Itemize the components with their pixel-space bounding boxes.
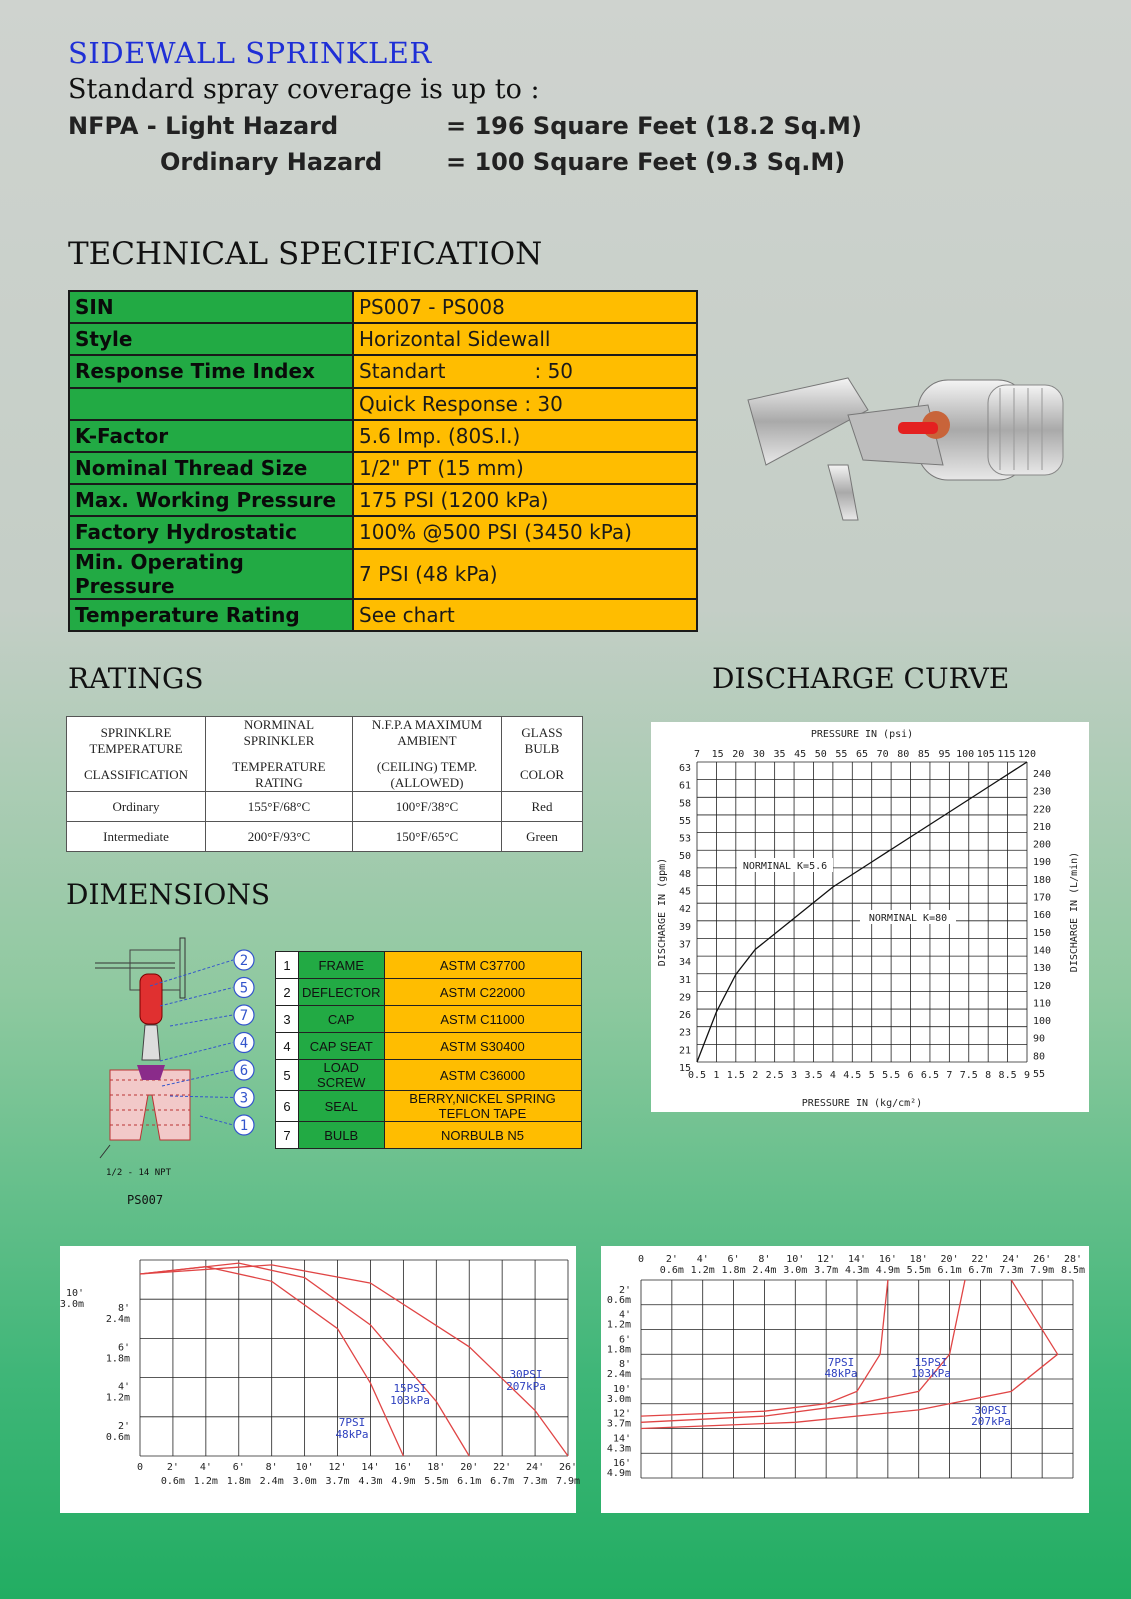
x-tick-label: 1: [713, 1070, 720, 1081]
y-tick-label: 1.8m: [105, 1353, 130, 1365]
y2-tick-label: 180: [1033, 874, 1052, 886]
series-label: 30PSI: [974, 1404, 1008, 1417]
parts-material: ASTM S30400: [384, 1033, 581, 1060]
parts-part: FRAME: [299, 952, 385, 979]
series-label: 15PSI: [393, 1382, 427, 1395]
top-tick-label: 15: [711, 749, 724, 760]
parts-part: BULB: [299, 1122, 385, 1149]
spec-value: Standart : 50: [353, 355, 697, 387]
spec-row: [69, 323, 697, 355]
callout-lines: [140, 946, 270, 1146]
spec-value: 1/2" PT (15 mm): [353, 452, 697, 484]
spec-key: Max. Working Pressure: [69, 484, 353, 516]
top-tick-label: 50: [814, 749, 827, 760]
y-tick-label: 10': [612, 1383, 631, 1395]
y-tick-label: 2.4m: [606, 1369, 631, 1380]
y2-tick-label: 110: [1033, 998, 1052, 1010]
x-tick-label: 4: [829, 1070, 836, 1081]
parts-n: 7: [276, 1122, 299, 1149]
parts-material: ASTM C36000: [384, 1060, 581, 1091]
x-tick-label: 24': [526, 1462, 545, 1473]
x-tick-label: 0: [637, 1254, 645, 1265]
annotation-label: NORMINAL K=5.6: [742, 861, 828, 872]
spec-row: [69, 420, 697, 452]
x-tick-label: 4.3m: [358, 1476, 383, 1487]
x-tick-label: 16': [394, 1462, 413, 1473]
parts-n: 3: [276, 1006, 299, 1033]
model-label: PS007: [127, 1193, 164, 1207]
x-tick-label: 24': [1002, 1254, 1021, 1265]
y-axis-label: DISCHARGE IN (gpm): [657, 857, 668, 967]
spec-key: K-Factor: [69, 420, 353, 452]
y-tick-label: 10': [65, 1288, 84, 1299]
x-tick-label: 8.5m: [1060, 1265, 1086, 1276]
y-tick-label: 15: [678, 1063, 691, 1074]
spray-pattern-side-chart: [59, 1246, 581, 1513]
x-tick-label: 0.6m: [659, 1265, 684, 1276]
x-tick-label: 1.2m: [690, 1265, 715, 1276]
x-tick-label: 1.2m: [193, 1476, 218, 1487]
spec-key: Style: [69, 323, 353, 355]
spec-value: PS007 - PS008: [353, 291, 697, 323]
discharge-curve-chart: [651, 722, 1089, 1112]
top-tick-label: 80: [897, 749, 910, 760]
spec-value: 175 PSI (1200 kPa): [353, 484, 697, 516]
spray-pattern-plan-chart: [601, 1246, 1089, 1513]
x-tick-label: 7.3m: [999, 1265, 1024, 1276]
y-tick-label: 4': [618, 1309, 631, 1321]
y2-tick-label: 120: [1033, 980, 1052, 992]
x-tick-label: 10': [295, 1462, 314, 1473]
spec-row: [69, 355, 697, 387]
spec-value: Horizontal Sidewall: [353, 323, 697, 355]
x-tick-label: 8': [758, 1254, 771, 1265]
x-tick-label: 3.0m: [783, 1265, 808, 1276]
spec-key: SIN: [69, 291, 353, 323]
x-tick-label: 5.5: [882, 1070, 901, 1081]
coverage-value-light: = 196 Square Feet (18.2 Sq.M): [446, 112, 862, 140]
parts-n: 4: [276, 1033, 299, 1060]
y-tick-label: 0.6m: [606, 1294, 631, 1306]
x-tick-label: 6: [907, 1070, 914, 1081]
parts-material: BERRY,NICKEL SPRING TEFLON TAPE: [384, 1091, 581, 1122]
x-tick-label: 6.5: [920, 1070, 939, 1081]
parts-n: 2: [276, 979, 299, 1006]
discharge-heading: DISCHARGE CURVE: [712, 662, 1010, 695]
callout-number: 1: [239, 1118, 249, 1134]
parts-part: CAP: [299, 1006, 385, 1033]
dimensions-heading: DIMENSIONS: [66, 878, 270, 911]
top-tick-label: 7: [693, 749, 701, 760]
ratings-heading: RATINGS: [68, 662, 204, 695]
y-tick-label: 48: [678, 868, 691, 880]
y-tick-label: 2.4m: [105, 1314, 130, 1326]
parts-row: [276, 1091, 582, 1122]
x-tick-label: 7.9m: [1030, 1265, 1055, 1276]
tech-spec-heading: TECHNICAL SPECIFICATION: [68, 236, 543, 272]
callout-number: 4: [239, 1035, 249, 1052]
y-tick-label: 26: [678, 1010, 691, 1022]
y-tick-label: 8': [117, 1303, 130, 1315]
y2-tick-label: 130: [1033, 963, 1052, 975]
spec-table: [68, 290, 698, 632]
x-tick-label: 8': [265, 1462, 278, 1473]
x-tick-label: 5: [868, 1070, 875, 1081]
y2-tick-label: 190: [1033, 857, 1052, 869]
x-tick-label: 6': [727, 1254, 740, 1265]
y-tick-label: 58: [678, 798, 691, 810]
parts-row: [276, 952, 582, 979]
x-tick-label: 10': [786, 1254, 805, 1265]
x-tick-label: 7: [946, 1070, 953, 1081]
series-label: 30PSI: [509, 1368, 543, 1381]
sprinkler-photo: [748, 370, 1078, 540]
spec-key: Temperature Rating: [69, 599, 353, 631]
ratings-table: [66, 716, 583, 852]
y-tick-label: 6': [618, 1334, 631, 1346]
top-tick-label: 20: [732, 749, 745, 760]
y-tick-label: 29: [678, 992, 691, 1004]
y-tick-label: 53: [678, 833, 691, 845]
spec-key: Factory Hydrostatic: [69, 516, 353, 548]
series-label: 207kPa: [971, 1415, 1011, 1428]
series-label: 48kPa: [824, 1367, 858, 1380]
x-tick-label: 0.5: [687, 1070, 707, 1081]
x-tick-label: 14': [361, 1462, 380, 1473]
x-tick-label: 4.5: [843, 1070, 862, 1081]
top-tick-label: 120: [1017, 749, 1037, 760]
y-tick-label: 21: [678, 1045, 691, 1057]
x-tick-label: 3.5: [804, 1070, 823, 1081]
y-tick-label: 31: [678, 974, 691, 986]
thread-label: 1/2 - 14 NPT: [106, 1168, 172, 1178]
x-tick-label: 4': [199, 1462, 212, 1473]
x-tick-label: 14': [847, 1254, 867, 1265]
series-label: 103kPa: [911, 1367, 951, 1380]
y-tick-label: 34: [678, 957, 691, 969]
parts-part: SEAL: [299, 1091, 385, 1122]
y2-tick-label: 140: [1033, 945, 1052, 957]
coverage-value-ordinary: = 100 Square Feet (9.3 Sq.M): [446, 148, 846, 176]
parts-material: ASTM C11000: [384, 1006, 581, 1033]
x-tick-label: 8.5: [998, 1070, 1017, 1081]
y-tick-label: 45: [678, 886, 691, 898]
series-label: 7PSI: [338, 1416, 366, 1429]
parts-material: ASTM C22000: [384, 979, 581, 1006]
y2-tick-label: 230: [1033, 786, 1052, 798]
spec-row: [69, 599, 697, 631]
top-tick-label: 45: [794, 749, 807, 760]
y-tick-label: 0.6m: [105, 1431, 130, 1443]
callout-number: 2: [239, 953, 249, 969]
page-title: SIDEWALL SPRINKLER: [68, 36, 432, 70]
x-tick-label: 2.4m: [259, 1476, 284, 1487]
callout-number: 3: [239, 1090, 249, 1107]
ratings-header-color: GLASS BULB COLOR: [502, 717, 583, 792]
y2-axis-label: DISCHARGE IN (L/min): [1069, 851, 1080, 973]
y-tick-label: 4': [117, 1381, 130, 1393]
parts-part: CAP SEAT: [299, 1033, 385, 1060]
series-label: 7PSI: [827, 1356, 855, 1369]
y-tick-label: 16': [612, 1458, 631, 1469]
spec-row: [69, 516, 697, 548]
x-tick-label: 26': [558, 1462, 578, 1473]
x-tick-label: 2': [665, 1254, 678, 1265]
y2-tick-label: 160: [1033, 910, 1052, 922]
parts-row: [276, 979, 582, 1006]
y-tick-label: 3.7m: [606, 1418, 631, 1430]
x-tick-label: 5.5m: [424, 1476, 449, 1487]
series-label: 207kPa: [506, 1380, 546, 1393]
x-tick-label: 9: [1023, 1070, 1031, 1081]
annotation-label: NORMINAL K=80: [868, 913, 948, 924]
x-tick-label: 6.7m: [968, 1265, 993, 1276]
x-tick-label: 7.9m: [555, 1476, 581, 1487]
x-tick-label: 4.9m: [875, 1265, 900, 1276]
parts-part: LOAD SCREW: [299, 1060, 385, 1091]
spec-key: Min. Operating Pressure: [69, 549, 353, 599]
x-axis-label: PRESSURE IN (kg/cm²): [801, 1098, 923, 1109]
x-tick-label: 4.3m: [844, 1265, 870, 1276]
callout-number: 7: [239, 1008, 249, 1024]
y-tick-label: 1.2m: [606, 1319, 631, 1331]
x-tick-label: 2.5: [765, 1070, 784, 1081]
y2-tick-label: 55: [1033, 1069, 1046, 1080]
spec-row: [69, 388, 697, 420]
y2-tick-label: 80: [1033, 1051, 1046, 1063]
parts-table: [275, 951, 582, 1149]
parts-part: DEFLECTOR: [299, 979, 385, 1006]
x-tick-label: 28': [1063, 1254, 1083, 1265]
y2-tick-label: 220: [1033, 804, 1052, 816]
spray-series-line: [641, 1280, 965, 1422]
x-tick-label: 1.8m: [226, 1476, 251, 1487]
y2-tick-label: 90: [1033, 1033, 1046, 1045]
x-tick-label: 4': [696, 1254, 709, 1265]
ratings-row: Intermediate 200°F/93°C 150°F/65°C Green: [67, 822, 583, 852]
y2-tick-label: 210: [1033, 821, 1052, 833]
x-tick-label: 8: [985, 1070, 992, 1081]
y-tick-label: 1.8m: [606, 1344, 631, 1356]
x-tick-label: 0.6m: [160, 1476, 185, 1487]
chart-top-label: PRESSURE IN (psi): [810, 729, 914, 740]
x-tick-label: 0: [136, 1462, 144, 1473]
y-tick-label: 1.2m: [105, 1392, 130, 1404]
ratings-header-ambient: N.F.P.A MAXIMUM AMBIENT (CEILING) TEMP.(ALLOWED): [353, 717, 502, 792]
y-tick-label: 8': [618, 1359, 631, 1370]
callout-number: 6: [239, 1063, 249, 1079]
parts-n: 6: [276, 1091, 299, 1122]
parts-row: [276, 1006, 582, 1033]
y2-tick-label: 100: [1033, 1016, 1052, 1028]
x-tick-label: 2.4m: [752, 1265, 777, 1276]
x-tick-label: 6.7m: [490, 1476, 515, 1487]
x-tick-label: 18': [427, 1462, 446, 1473]
x-tick-label: 3.7m: [325, 1476, 350, 1487]
callout-number: 5: [239, 980, 249, 997]
spec-value: 100% @500 PSI (3450 kPa): [353, 516, 697, 548]
x-tick-label: 6': [232, 1462, 245, 1473]
x-tick-label: 22': [971, 1254, 990, 1265]
x-tick-label: 12': [817, 1254, 836, 1265]
x-tick-label: 3.0m: [292, 1476, 317, 1487]
top-tick-label: 95: [938, 749, 951, 760]
spec-value: Quick Response : 30: [353, 388, 697, 420]
parts-material: NORBULB N5: [384, 1122, 581, 1149]
y-tick-label: 3.0m: [59, 1299, 84, 1310]
y-tick-label: 39: [678, 921, 691, 933]
x-tick-label: 3: [791, 1070, 798, 1081]
y-tick-label: 14': [612, 1433, 631, 1445]
spec-row: [69, 484, 697, 516]
y-tick-label: 63: [678, 763, 691, 774]
ratings-row: Ordinary 155°F/68°C 100°F/38°C Red: [67, 792, 583, 822]
y-tick-label: 3.0m: [606, 1393, 631, 1405]
y-tick-label: 12': [612, 1408, 631, 1420]
spec-row: [69, 452, 697, 484]
top-tick-label: 115: [997, 749, 1016, 760]
y-tick-label: 42: [678, 904, 691, 916]
x-tick-label: 18': [909, 1254, 928, 1265]
x-tick-label: 20': [940, 1254, 959, 1265]
top-tick-label: 70: [876, 749, 889, 760]
top-tick-label: 85: [917, 749, 930, 760]
top-tick-label: 100: [956, 749, 975, 760]
spec-row: [69, 291, 697, 323]
y-tick-label: 4.9m: [606, 1468, 631, 1479]
parts-material: ASTM C37700: [384, 952, 581, 979]
x-tick-label: 1.5: [726, 1070, 745, 1081]
x-tick-label: 12': [328, 1462, 347, 1473]
spec-key: Response Time Index: [69, 355, 353, 387]
y-tick-label: 23: [678, 1027, 691, 1039]
spec-key: [69, 388, 353, 420]
parts-row: [276, 1060, 582, 1091]
y2-tick-label: 200: [1033, 839, 1052, 851]
y-tick-label: 2': [618, 1284, 631, 1296]
parts-n: 5: [276, 1060, 299, 1091]
spec-key: Nominal Thread Size: [69, 452, 353, 484]
ratings-header-rating: NORMINAL SPRINKLER TEMPERATURE RATING: [206, 717, 353, 792]
x-tick-label: 2: [752, 1070, 759, 1081]
page-subtitle: Standard spray coverage is up to :: [68, 74, 540, 105]
x-tick-label: 6.1m: [937, 1265, 962, 1276]
top-tick-label: 105: [976, 749, 995, 760]
series-label: 103kPa: [390, 1394, 430, 1407]
spec-value: 5.6 Imp. (80S.I.): [353, 420, 697, 452]
x-tick-label: 16': [878, 1254, 897, 1265]
coverage-label-light: NFPA - Light Hazard: [68, 112, 339, 140]
x-tick-label: 7.3m: [523, 1476, 548, 1487]
ratings-header-classification: SPRINKLRE TEMPERATURE CLASSIFICATION: [67, 717, 206, 792]
series-label: 15PSI: [914, 1356, 948, 1369]
x-tick-label: 2': [166, 1462, 179, 1473]
coverage-label-ordinary: Ordinary Hazard: [160, 148, 383, 176]
x-tick-label: 4.9m: [391, 1476, 416, 1487]
x-tick-label: 26': [1033, 1254, 1052, 1265]
x-tick-label: 6.1m: [457, 1476, 482, 1487]
y2-tick-label: 170: [1033, 892, 1052, 904]
top-tick-label: 30: [752, 749, 765, 760]
y-tick-label: 37: [678, 939, 691, 951]
y2-tick-label: 150: [1033, 927, 1052, 939]
top-tick-label: 55: [835, 749, 848, 760]
series-label: 48kPa: [335, 1428, 369, 1441]
x-tick-label: 20': [460, 1462, 479, 1473]
spec-value: See chart: [353, 599, 697, 631]
spec-row: [69, 549, 697, 599]
top-tick-label: 35: [773, 749, 786, 760]
y-tick-label: 6': [117, 1342, 130, 1354]
parts-n: 1: [276, 952, 299, 979]
x-tick-label: 7.5: [959, 1070, 978, 1081]
y-tick-label: 4.3m: [606, 1443, 631, 1455]
spec-value: 7 PSI (48 kPa): [353, 549, 697, 599]
y-tick-label: 2': [117, 1420, 130, 1432]
x-tick-label: 5.5m: [906, 1265, 931, 1276]
y-tick-label: 50: [678, 851, 691, 863]
y2-tick-label: 240: [1033, 769, 1052, 780]
x-tick-label: 22': [493, 1462, 512, 1473]
y-tick-label: 55: [678, 815, 691, 827]
parts-row: [276, 1122, 582, 1149]
x-tick-label: 1.8m: [721, 1265, 746, 1276]
parts-row: [276, 1033, 582, 1060]
y-tick-label: 61: [678, 780, 691, 792]
top-tick-label: 65: [855, 749, 869, 760]
x-tick-label: 3.7m: [814, 1265, 839, 1276]
